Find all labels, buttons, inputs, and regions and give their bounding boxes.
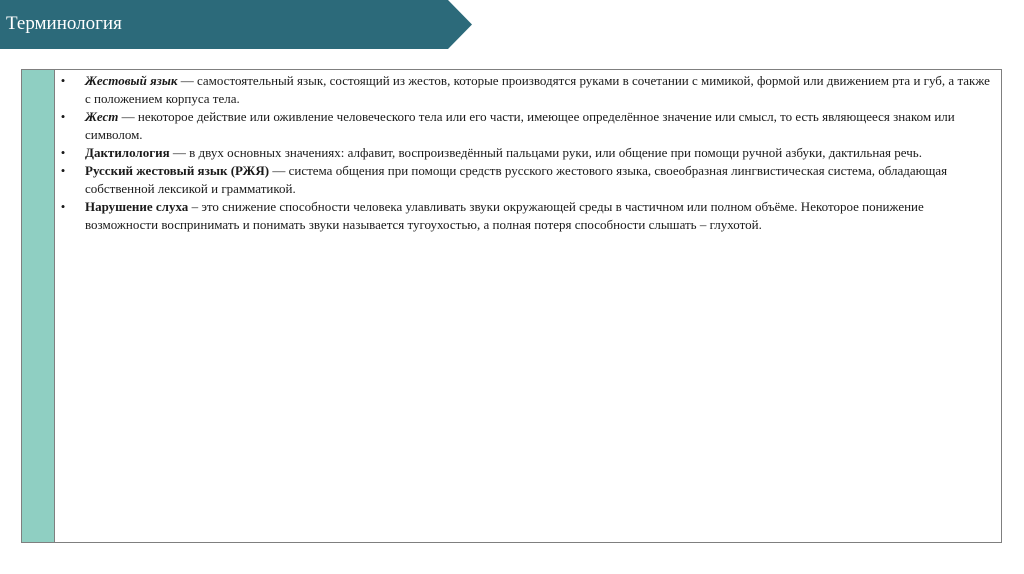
term-label: Нарушение слуха	[85, 199, 189, 214]
list-item	[58, 72, 994, 108]
term-definition: — в двух основных значениях: алфавит, воспроизведённый пальцами руки, или общение при помощи ручной азбуки, дактильная речь.	[169, 145, 922, 160]
term-definition: — система общения при помощи средств русского жестового языка, своеобразная лингвистическая система, обладающая собственной лексикой и грамматикой.	[85, 163, 948, 196]
term-label: Жест	[85, 109, 119, 124]
term-definition: – это снижение способности человека улавливать звуки окружающей среды в частичном или полном объёме. Некоторое понижение возможности воспринимать и понимать звуки называется тугоухостью, а полная потеря способности слышать – глухотой.	[85, 199, 924, 232]
term-label: Дактилология	[85, 145, 170, 160]
list-item	[58, 162, 994, 198]
bullet-icon: •	[60, 145, 66, 160]
term-definition: — некоторое действие или оживление человеческого тела или его части, имеющее определённое значение или смысл, то есть являющееся знаком или символом.	[85, 109, 955, 142]
term-label: Русский жестовый язык (РЖЯ)	[85, 163, 270, 178]
term-definition: — самостоятельный язык, состоящий из жестов, которые производятся руками в сочетании с мимикой, формой или движением рта и губ, а также с положением корпуса тела.	[85, 73, 990, 106]
term-list	[58, 72, 994, 234]
list-item	[58, 144, 994, 162]
bullet-icon: •	[60, 163, 66, 178]
bullet-icon: •	[60, 199, 66, 214]
bullet-icon: •	[60, 73, 66, 88]
term-label: Жестовый язык	[85, 73, 178, 88]
bullet-icon: •	[60, 109, 66, 124]
page-title: Терминология	[6, 13, 122, 34]
list-item	[58, 108, 994, 144]
side-accent-strip	[22, 70, 55, 542]
content-frame	[21, 69, 1002, 543]
list-item	[58, 198, 994, 234]
